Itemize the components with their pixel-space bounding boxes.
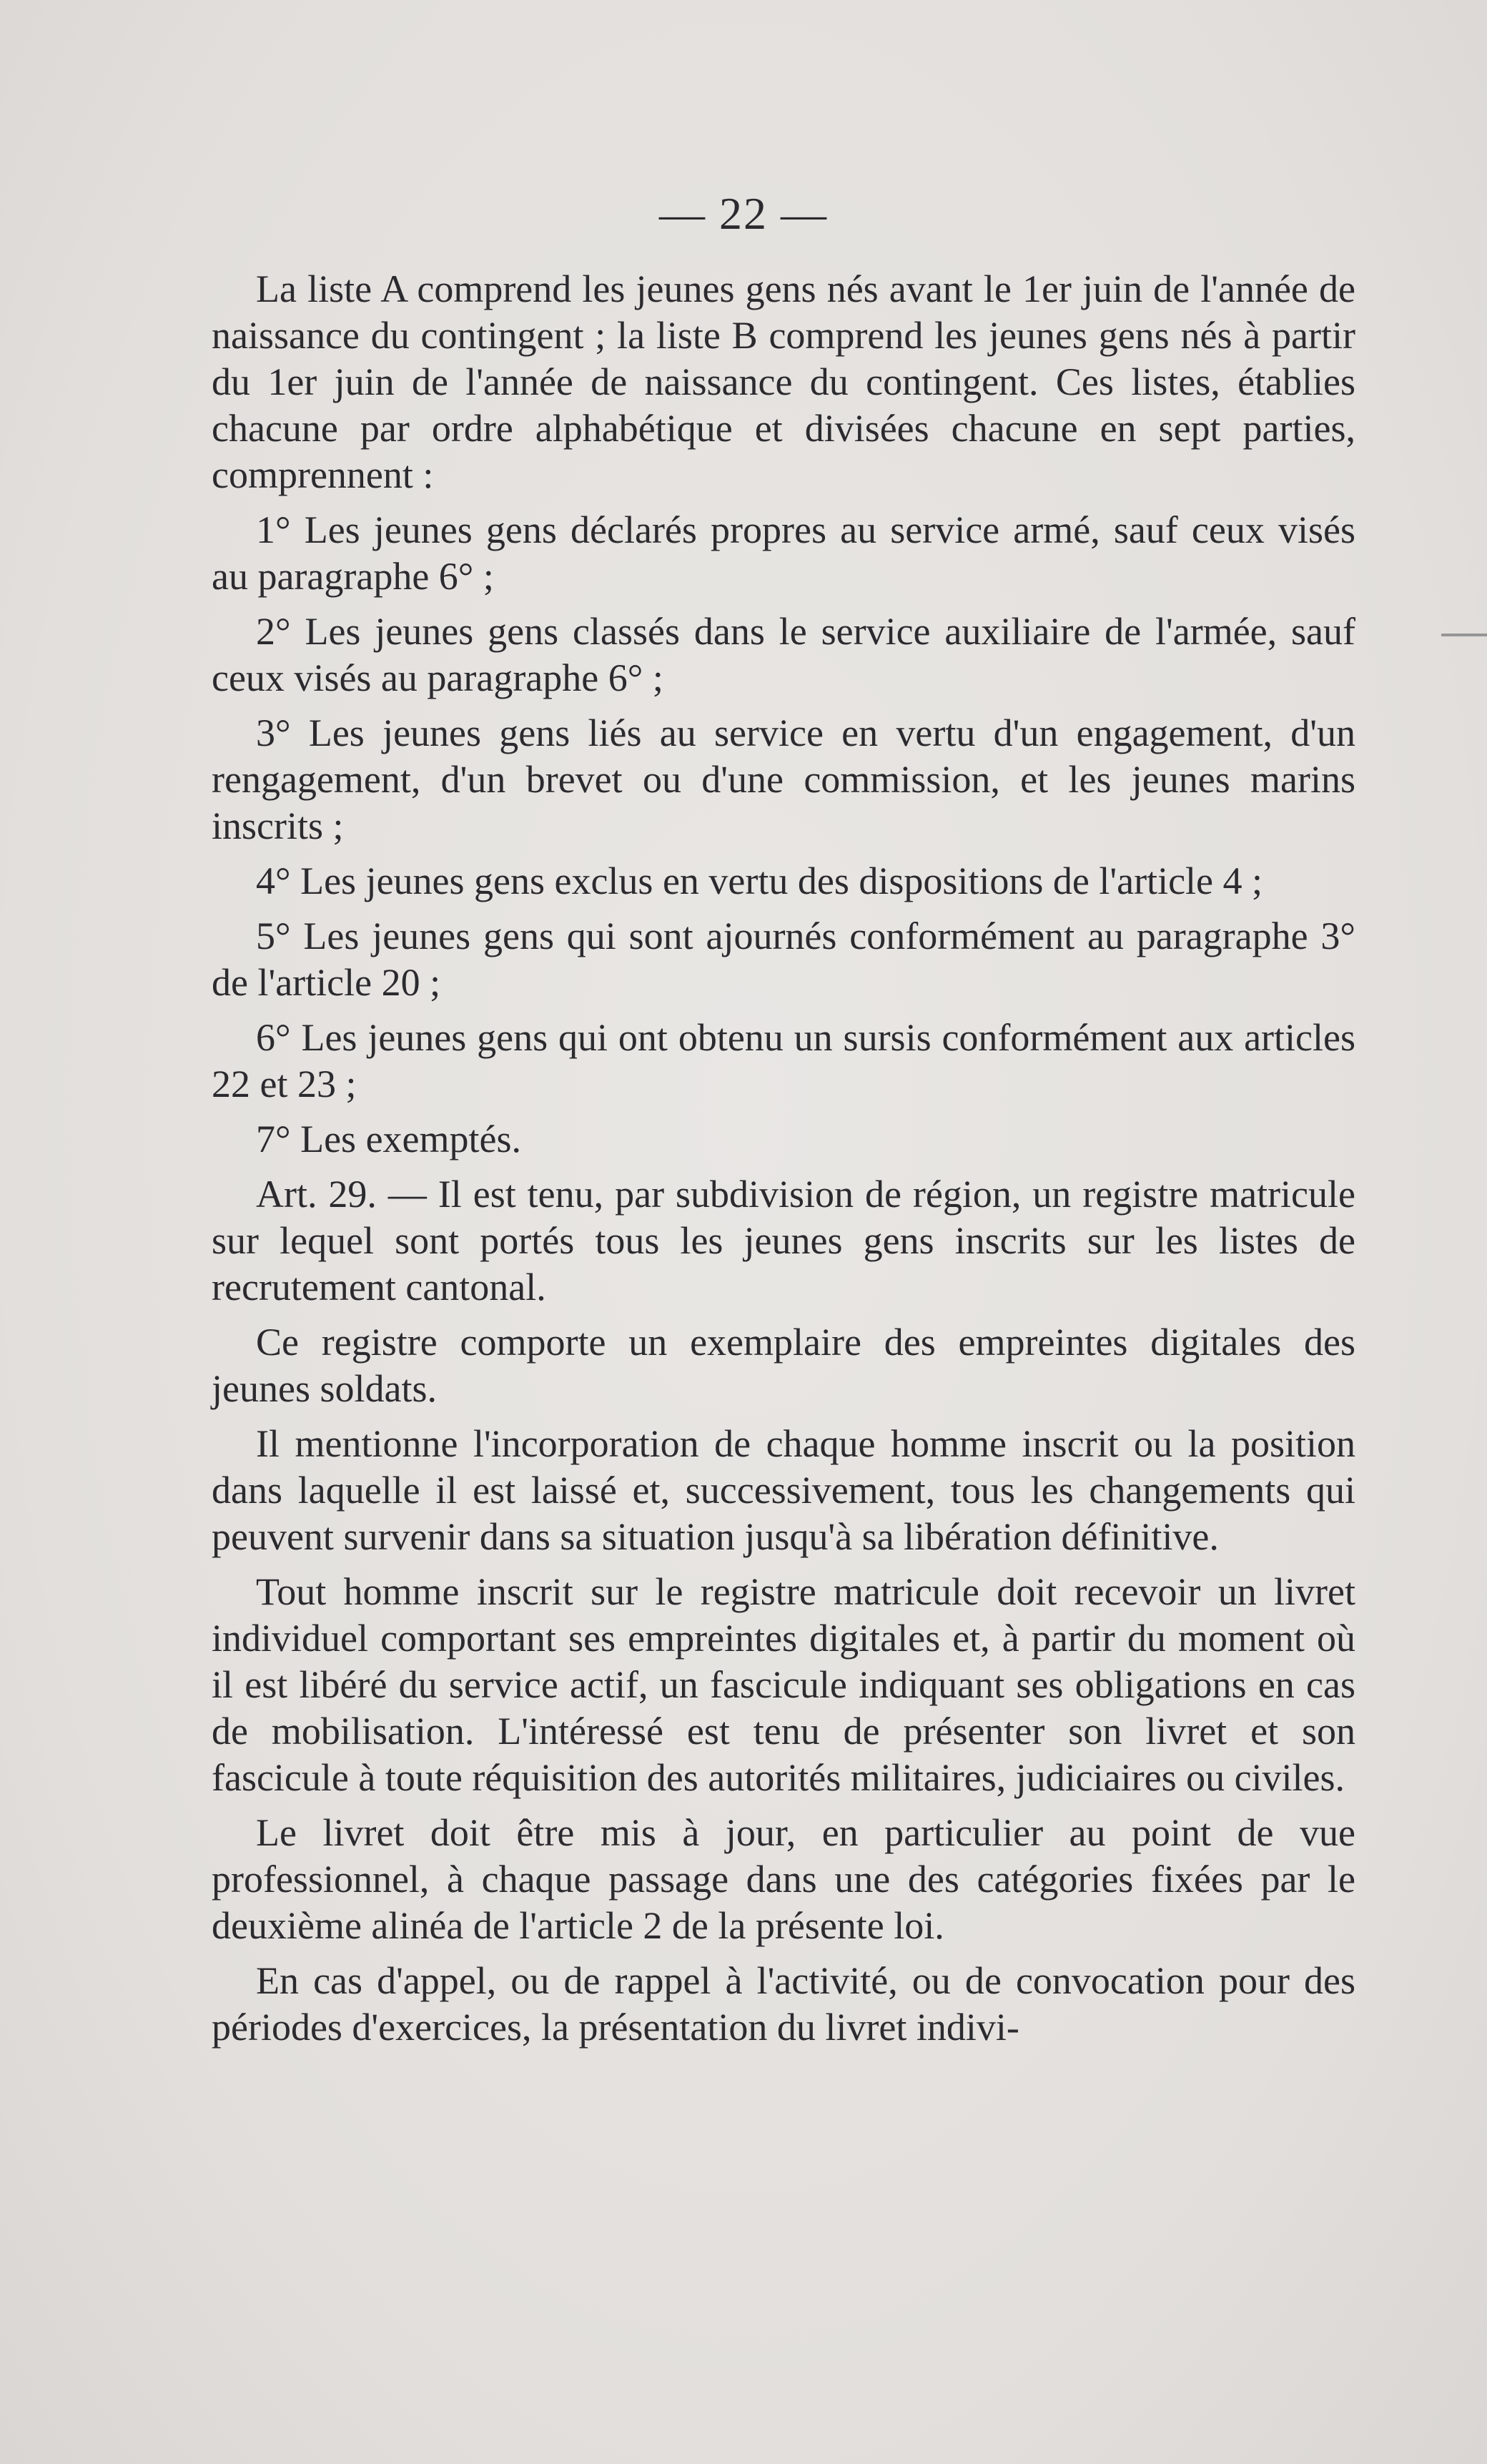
livret-update-paragraph: Le livret doit être mis à jour, en particulier au point de vue professionnel, à chaque passage dans une des catégories fixées par le deuxième alinéa de l'article 2 de la présente loi. [212, 1811, 1355, 1947]
list-item-7: 7° Les exemptés. [256, 1118, 521, 1160]
list-item-3: 3° Les jeunes gens liés au service en vertu d'un engagement, d'un rengagement, d'un brevet ou d'une commission, et les jeunes marins inscrits ; [212, 711, 1355, 847]
paragraph-lists-intro: La liste A comprend les jeunes gens nés avant le 1er juin de l'année de naissance du contingent ; la liste B comprend les jeunes gens nés à partir du 1er juin de l'année de naissance du contingent. Ces listes, établies chacune par ordre alphabétique et divisées chacune en sept parties, comprennent : [212, 267, 1355, 496]
registry-mentions-paragraph: Il mentionne l'incorporation de chaque homme inscrit ou la position dans laquelle il est laissé et, successivement, tous les changements qui peuvent survenir dans sa situation jusqu'à sa libération définitive. [212, 1422, 1355, 1558]
list-item-2: 2° Les jeunes gens classés dans le service auxiliaire de l'armée, sauf ceux visés au paragraphe 6° ; [212, 610, 1355, 699]
list-item-4: 4° Les jeunes gens exclus en vertu des dispositions de l'article 4 ; [256, 859, 1263, 902]
list-item-1: 1° Les jeunes gens déclarés propres au service armé, sauf ceux visés au paragraphe 6° ; [212, 508, 1355, 598]
body-text [212, 266, 1355, 2059]
article-29-paragraph: Art. 29. — Il est tenu, par subdivision de région, un registre matricule sur lequel sont portés tous les jeunes gens inscrits sur les listes de recrutement cantonal. [212, 1173, 1355, 1309]
list-item-5: 5° Les jeunes gens qui sont ajournés conformément au paragraphe 3° de l'article 20 ; [212, 915, 1355, 1004]
appel-paragraph: En cas d'appel, ou de rappel à l'activité, ou de convocation pour des périodes d'exercices, la présentation du livret indivi- [212, 1959, 1355, 2049]
livret-paragraph: Tout homme inscrit sur le registre matricule doit recevoir un livret individuel comportant ses empreintes digitales et, à partir du moment où il est libéré du service actif, un fascicule indiquant ses obligations en cas de mobilisation. L'intéressé est tenu de présenter son livret et son fascicule à toute réquisition des autorités militaires, judiciaires ou civiles. [212, 1570, 1355, 1799]
registry-fingerprints-paragraph: Ce registre comporte un exemplaire des empreintes digitales des jeunes soldats. [212, 1321, 1355, 1410]
page-number: — 22 — [659, 188, 828, 239]
margin-mark [1441, 634, 1487, 636]
list-item-6: 6° Les jeunes gens qui ont obtenu un sursis conformément aux articles 22 et 23 ; [212, 1016, 1355, 1105]
